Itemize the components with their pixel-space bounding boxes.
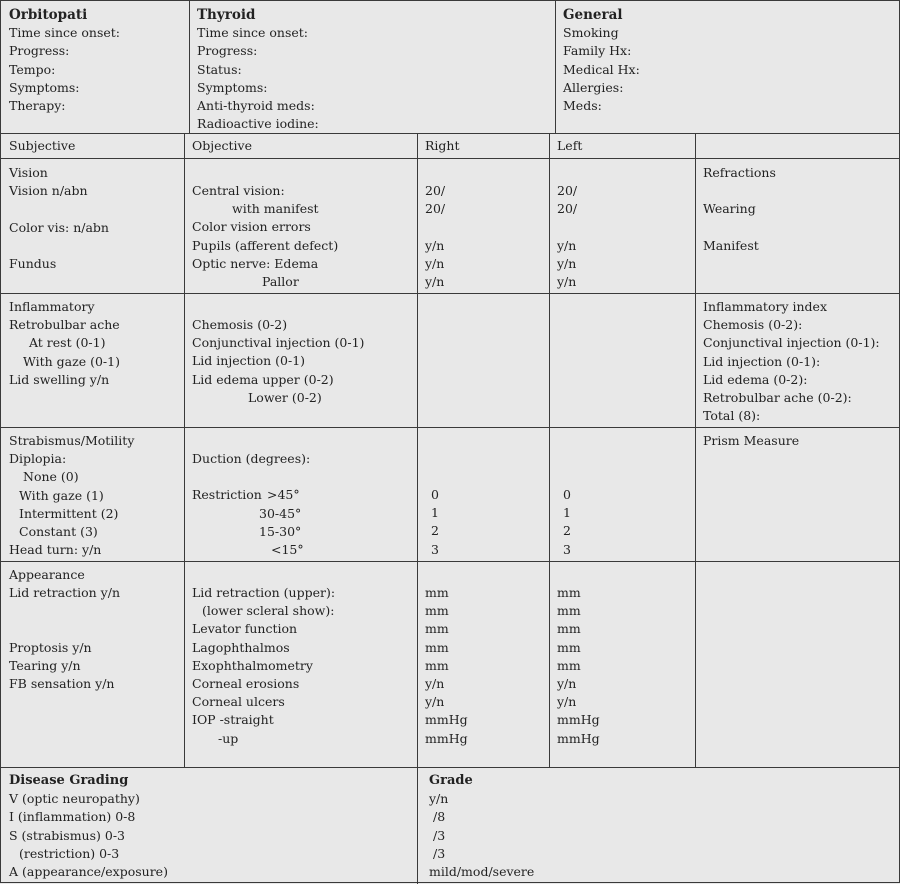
subjective-item: At rest (0-1) [29,335,106,351]
subjective-item: Tearing y/n [9,657,81,673]
orbitopathy-line: Symptoms: [9,79,80,95]
grade-value: /3 [433,845,446,861]
subjective-item: Vision n/abn [9,183,88,199]
divider [549,133,550,767]
divider [1,158,899,159]
restriction-range: 15-30° [259,523,302,539]
grade-value: /3 [433,827,446,843]
grade-title: Grade [429,773,473,788]
inflammatory-objective [192,316,364,407]
divider [417,293,418,884]
left-value: 2 [563,523,571,539]
left-value: mm [557,585,581,600]
general-line: Medical Hx: [563,61,640,77]
orbitopathy-section [9,6,120,115]
divider [1,133,899,134]
objective-item: Lid edema upper (0-2) [192,371,334,387]
strabismus-heading: Strabismus/Motility [9,433,135,448]
right-value: y/n [425,675,445,691]
divider [1,293,899,294]
side-item: Total (8): [703,408,761,424]
strabismus-left [563,486,571,559]
subjective-item: Head turn: y/n [9,542,102,558]
left-value: mm [557,603,581,619]
left-value: 3 [563,541,571,557]
left-value: mmHg [557,730,600,746]
objective-item: Color vision errors [192,219,311,235]
right-value: mmHg [425,712,468,728]
thyroid-title: Thyroid [197,7,256,23]
orbitopathy-line: Therapy: [9,97,66,113]
restriction-range: <15° [271,541,304,557]
subjective-item: Retrobulbar ache [9,317,120,333]
right-value: y/n [425,273,445,289]
objective-item: Lower (0-2) [248,389,322,405]
column-header-left: Left [557,138,583,153]
right-value: 0 [431,487,439,502]
left-value: y/n [557,694,577,710]
objective-item: Exophthalmometry [192,657,313,673]
subjective-item: None (0) [23,469,79,485]
appearance-right [425,584,468,748]
appearance-objective [192,584,335,748]
subjective-item: With gaze (0-1) [23,353,120,369]
thyroid-line: Symptoms: [197,79,268,95]
grade-value: mild/mod/severe [429,863,535,879]
thyroid-section [197,6,319,133]
objective-item: Lid retraction (upper): [192,585,336,600]
left-value: y/n [557,273,577,289]
left-value: y/n [557,255,577,271]
objective-item: IOP -straight [192,712,274,728]
thyroid-line: Anti-thyroid meds: [197,97,315,113]
side-item: Lid edema (0-2): [703,371,808,387]
divider [1,427,899,428]
right-value: 1 [431,505,439,521]
grading-label: S (strabismus) 0-3 [9,827,125,843]
vision-refractions [703,164,776,255]
right-value: mm [425,657,449,673]
grading-label: V (optic neuropathy) [9,791,140,807]
left-value: mm [557,639,581,655]
grade-column [429,772,534,881]
objective-item: Corneal ulcers [192,694,285,710]
grading-label: (restriction) 0-3 [19,845,120,861]
right-value: mmHg [425,730,468,746]
subjective-item: Lid retraction y/n [9,585,120,601]
vision-right [425,182,445,291]
general-line: Family Hx: [563,43,632,59]
objective-item: Central vision: [192,183,285,198]
side-item: Wearing [703,201,756,217]
strabismus-objective [192,450,310,559]
divider [1,767,899,768]
thyroid-line: Time since onset: [197,25,309,41]
column-header-right: Right [425,138,460,153]
appearance-subjective [9,566,120,693]
side-item: Refractions [703,165,776,180]
grade-value: y/n [429,791,449,807]
appearance-left [557,584,600,748]
right-value: y/n [425,237,445,253]
orbitopathy-line: Tempo: [9,61,56,77]
right-value: 20/ [425,201,446,217]
vision-subjective [9,164,109,273]
objective-item: Lid injection (0-1) [192,353,306,369]
objective-item: (lower scleral show): [202,603,335,619]
duction-label: Duction (degrees): [192,451,311,466]
right-value: 20/ [425,183,446,198]
grading-label: A (appearance/exposure) [9,863,168,879]
subjective-item: Constant (3) [19,523,98,539]
right-value: mm [425,621,449,637]
side-item: Manifest [703,237,759,253]
restriction-label: Restriction [192,487,262,503]
disease-grading [9,772,168,881]
strabismus-subjective [9,432,134,559]
orbitopathy-line: Progress: [9,43,70,59]
thyroid-line: Progress: [197,43,258,59]
grade-value: /8 [433,809,446,825]
vision-left [557,182,577,291]
general-title: General [563,7,623,23]
column-header-subjective: Subjective [9,138,76,153]
right-value: mm [425,603,449,619]
side-item: Chemosis (0-2): [703,317,803,333]
left-value: 0 [563,487,571,502]
right-value: 3 [431,541,439,557]
left-value: 20/ [557,201,578,217]
objective-item: Pupils (afferent defect) [192,237,339,253]
subjective-item: Fundus [9,255,57,271]
subjective-item: Intermittent (2) [19,505,119,521]
restriction-range: 30-45° [259,505,302,521]
left-value: 1 [563,505,571,521]
objective-item: with manifest [232,201,319,217]
right-value: 2 [431,523,439,539]
subjective-item: With gaze (1) [19,487,104,503]
general-line: Allergies: [563,79,624,95]
objective-item: Levator function [192,621,298,637]
strabismus-right [431,486,439,559]
grading-title: Disease Grading [9,773,129,788]
left-value: mmHg [557,712,600,728]
vision-objective [192,182,338,291]
general-section [563,6,640,115]
divider [189,1,190,133]
objective-item: Pallor [262,273,299,289]
grading-label: I (inflammation) 0-8 [9,809,136,825]
side-item: Conjunctival injection (0-1): [703,335,880,351]
objective-item: Corneal erosions [192,675,300,691]
inflammatory-index [703,298,880,425]
divider [417,133,418,293]
left-value: y/n [557,237,577,253]
left-value: mm [557,657,581,673]
objective-item: Lagophthalmos [192,639,290,655]
right-value: mm [425,585,449,600]
objective-item: -up [218,730,239,746]
left-value: mm [557,621,581,637]
vision-heading: Vision [9,165,48,180]
side-item: Retrobulbar ache (0-2): [703,389,852,405]
divider [1,561,899,562]
divider [184,133,185,767]
thyroid-line: Radioactive iodine: [197,116,319,132]
subjective-item: Diplopia: [9,451,67,467]
subjective-item: FB sensation y/n [9,676,115,692]
thyroid-line: Status: [197,61,242,77]
orbitopathy-line: Time since onset: [9,25,121,41]
inflammatory-heading: Inflammatory [9,299,95,314]
objective-item: Optic nerve: Edema [192,255,319,271]
divider [555,1,556,133]
left-value: 20/ [557,183,578,198]
inflammatory-subjective [9,298,120,389]
restriction-row [192,486,310,504]
restriction-range: >45° [267,487,300,503]
right-value: y/n [425,255,445,271]
side-item: Lid injection (0-1): [703,353,821,369]
appearance-heading: Appearance [9,567,85,582]
objective-item: Chemosis (0-2) [192,317,288,332]
divider [695,133,696,767]
subjective-item: Color vis: n/abn [9,219,109,235]
general-line: Smoking [563,25,619,41]
right-value: mm [425,639,449,655]
general-line: Meds: [563,97,602,113]
column-header-objective: Objective [192,138,253,153]
side-item: Inflammatory index [703,299,827,314]
right-value: y/n [425,694,445,710]
subjective-item: Proptosis y/n [9,639,92,655]
subjective-item: Lid swelling y/n [9,371,110,387]
orbitopathy-title: Orbitopati [9,7,88,23]
prism-measure: Prism Measure [703,433,800,448]
objective-item: Conjunctival injection (0-1) [192,335,365,351]
left-value: y/n [557,675,577,691]
